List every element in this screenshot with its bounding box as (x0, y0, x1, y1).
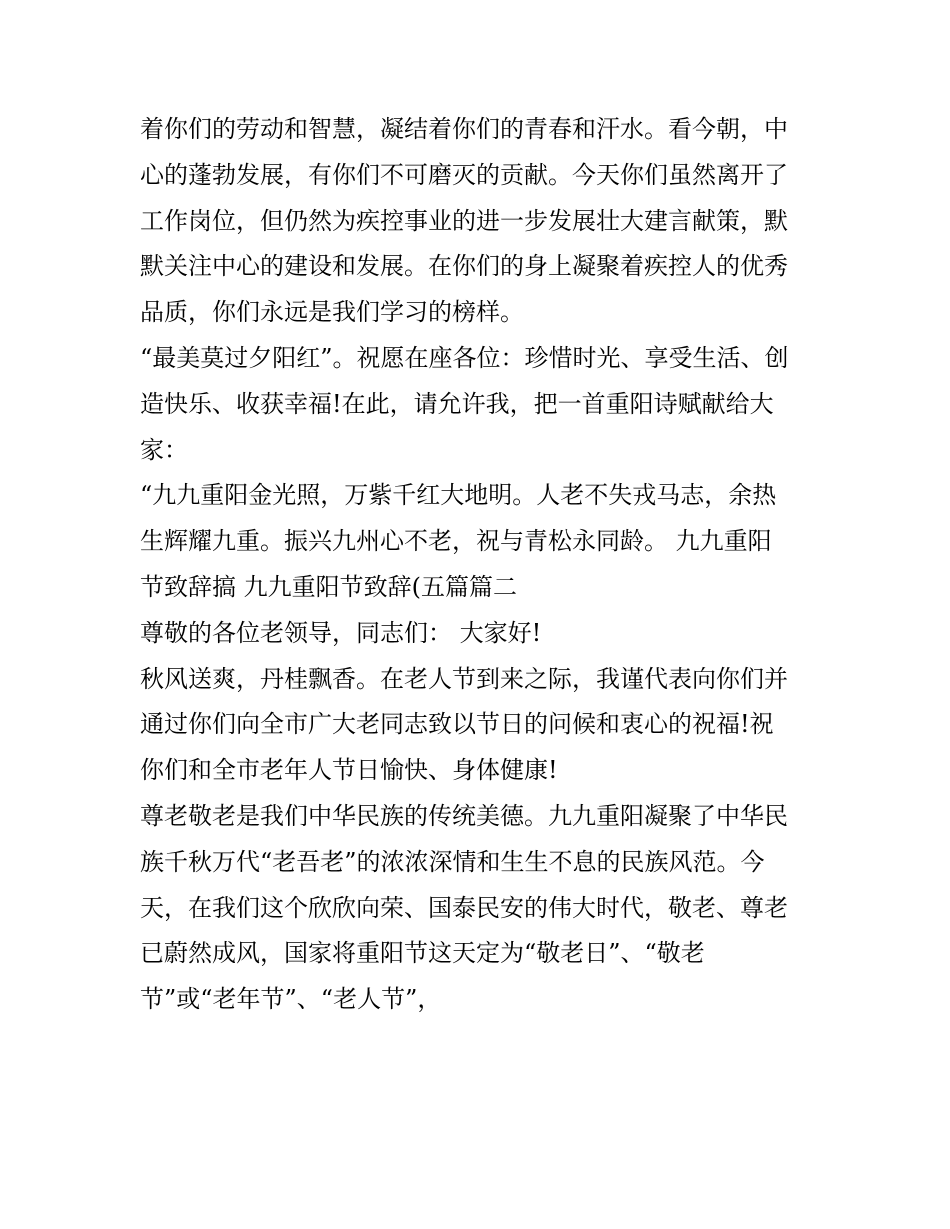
text-line: 秋风送爽，丹桂飘香。在老人节到来之际，我谨代表向你们并 (140, 664, 788, 693)
text-line: 着你们的劳动和智慧，凝结着你们的青春和汗水。看今朝，中 (140, 115, 788, 143)
text-line: 节致辞搞 九九重阳节致辞(五篇篇二 (140, 572, 517, 601)
text-line: 尊敬的各位老领导，同志们： 大家好! (140, 618, 542, 647)
text-line: 默关注中心的建设和发展。在你们的身上凝聚着疾控人的优秀 (140, 252, 788, 281)
text-line: 天，在我们这个欣欣向荣、国泰民安的伟大时代，敬老、尊老 (140, 893, 788, 922)
text-line: 已蔚然成风，国家将重阳节这天定为“敬老日”、“敬老 (140, 939, 705, 968)
text-line: 生辉耀九重。振兴九州心不老，祝与青松永同龄。 九九重阳 (140, 527, 772, 556)
text-line: “最美莫过夕阳红”。祝愿在座各位：珍惜时光、享受生活、创 (140, 343, 789, 372)
text-line: 尊老敬老是我们中华民族的传统美德。九九重阳凝聚了中华民 (140, 801, 788, 830)
text-line: 族千秋万代“老吾老”的浓浓深情和生生不息的民族风范。今 (140, 847, 765, 876)
document-body (140, 107, 830, 1023)
text-line: “九九重阳金光照，万紫千红大地明。人老不失戎马志，余热 (140, 481, 777, 510)
text-line: 心的蓬勃发展，有你们不可磨灭的贡献。今天你们虽然离开了 (140, 160, 788, 189)
text-line: 造快乐、收获幸福!在此，请允许我，把一首重阳诗赋献给大 (140, 389, 774, 418)
text-line: 节”或“老年节”、“老人节”， (140, 985, 442, 1014)
text-line: 品质，你们永远是我们学习的榜样。 (140, 298, 524, 327)
text-line: 工作岗位，但仍然为疾控事业的进一步发展壮大建言献策，默 (140, 206, 788, 235)
text-line: 你们和全市老年人节日愉快、身体健康! (140, 756, 558, 785)
text-line: 家： (140, 435, 188, 464)
text-line: 通过你们向全市广大老同志致以节日的问候和衷心的祝福!祝 (140, 710, 774, 739)
